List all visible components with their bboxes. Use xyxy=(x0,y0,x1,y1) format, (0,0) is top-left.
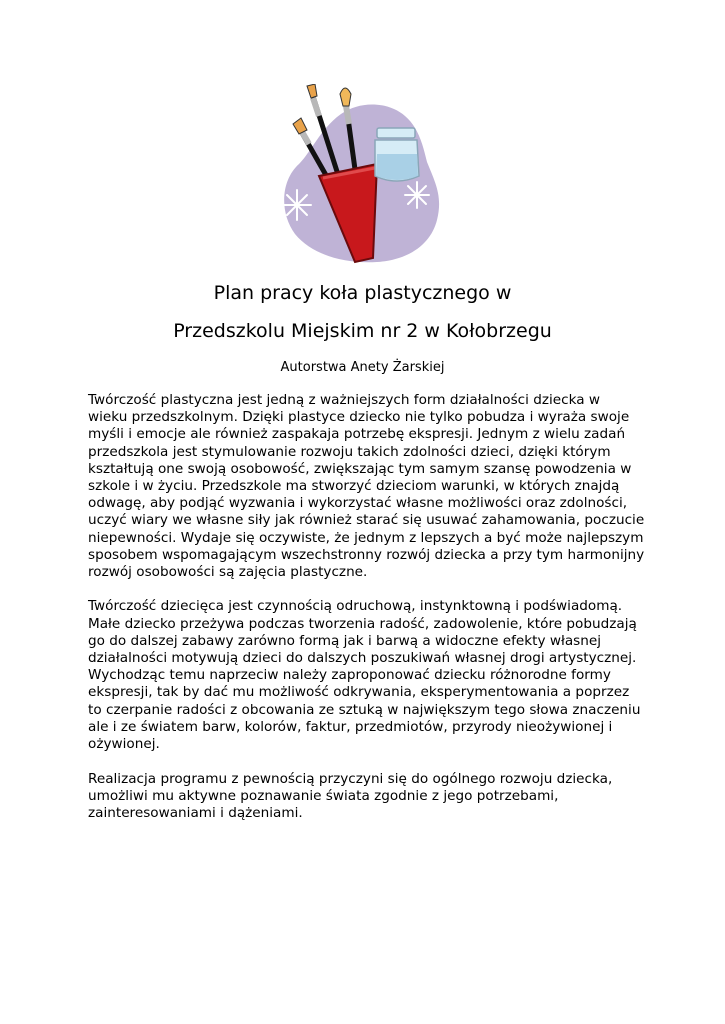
document-body xyxy=(88,392,648,822)
paragraph-line: sposobem wspomagającym wszechstronny rozwój dziecka a przy tym harmonijny xyxy=(88,546,645,563)
paragraph-line: wieku przedszkolnym. Dzięki plastyce dziecko nie tylko pobudza i wyraża swoje xyxy=(88,409,630,426)
paintbrushes-in-cup-icon xyxy=(277,84,447,266)
paragraph-line: Realizacja programu z pewnością przyczyni się do ogólnego rozwoju dziecka, xyxy=(88,770,613,787)
paragraph-line: ożywionej. xyxy=(88,735,160,752)
paragraph-line: szkole i w życiu. Przedszkole ma stworzyć dzieciom warunki, w których znajdą xyxy=(88,477,620,494)
paragraph-line: myśli i emocje ale również zaspakaja potrzebę ekspresji. Jednym z wielu zadań xyxy=(88,426,626,443)
paragraph-line: przedszkola jest stymulowanie rozwoju takich zdolności dzieci, dzięki którym xyxy=(88,443,611,460)
paragraph-line: uczyć wiary we własne siły jak również starać się usuwać zahamowania, poczucie xyxy=(88,512,645,529)
paragraph-line: niepewności. Wydaje się oczywiste, że jednym z lepszych a być może najlepszym xyxy=(88,529,644,546)
paragraph xyxy=(88,598,648,753)
paragraph-line: działalności motywują dzieci do dalszych poszukiwań własnej drogi artystycznej. xyxy=(88,650,637,667)
paragraph-line: Małe dziecko przeżywa podczas tworzenia radość, zadowolenie, które pobudzają xyxy=(88,615,637,632)
paragraph-line: go do dalszej zabawy zarówno formą jak i barwą a widoczne efekty własnej xyxy=(88,632,601,649)
page-subtitle: Przedszkolu Miejskim nr 2 w Kołobrzegu xyxy=(173,320,552,342)
paragraph-line: umożliwi mu aktywne poznawanie świata zgodnie z jego potrzebami, xyxy=(88,787,559,804)
paragraph-line: zainteresowaniami i dążeniami. xyxy=(88,804,303,821)
paragraph-line: kształtują one swoją osobowość, zwiększając tym samym szansę powodzenia w xyxy=(88,460,632,477)
paragraph-line: to czerpanie radości z obcowania ze sztuką w największym tego słowa znaczeniu xyxy=(88,701,641,718)
paragraph xyxy=(88,392,648,581)
paragraph-line: odwagę, aby podjąć wyzwania i wykorzystać własne możliwości oraz zdolności, xyxy=(88,495,628,512)
page-title: Plan pracy koła plastycznego w xyxy=(213,282,512,304)
paragraph-line: ekspresji, tak by dać mu możliwość odkrywania, eksperymentowania a poprzez xyxy=(88,684,630,701)
paragraph-line: Twórczość dziecięca jest czynnością odruchową, instynktowną i podświadomą. xyxy=(88,598,623,615)
author-line: Autorstwa Anety Żarskiej xyxy=(280,360,445,375)
paragraph-line: ale i ze światem barw, kolorów, faktur, przedmiotów, przyrody nieożywionej i xyxy=(88,718,613,735)
paragraph-line: Wychodząc temu naprzeciw należy zaproponować dziecku różnorodne formy xyxy=(88,667,611,684)
paragraph-line: rozwój osobowości są zajęcia plastyczne. xyxy=(88,563,368,580)
paragraph-line: Twórczość plastyczna jest jedną z ważniejszych form działalności dziecka w xyxy=(88,392,601,408)
paragraph xyxy=(88,771,648,823)
